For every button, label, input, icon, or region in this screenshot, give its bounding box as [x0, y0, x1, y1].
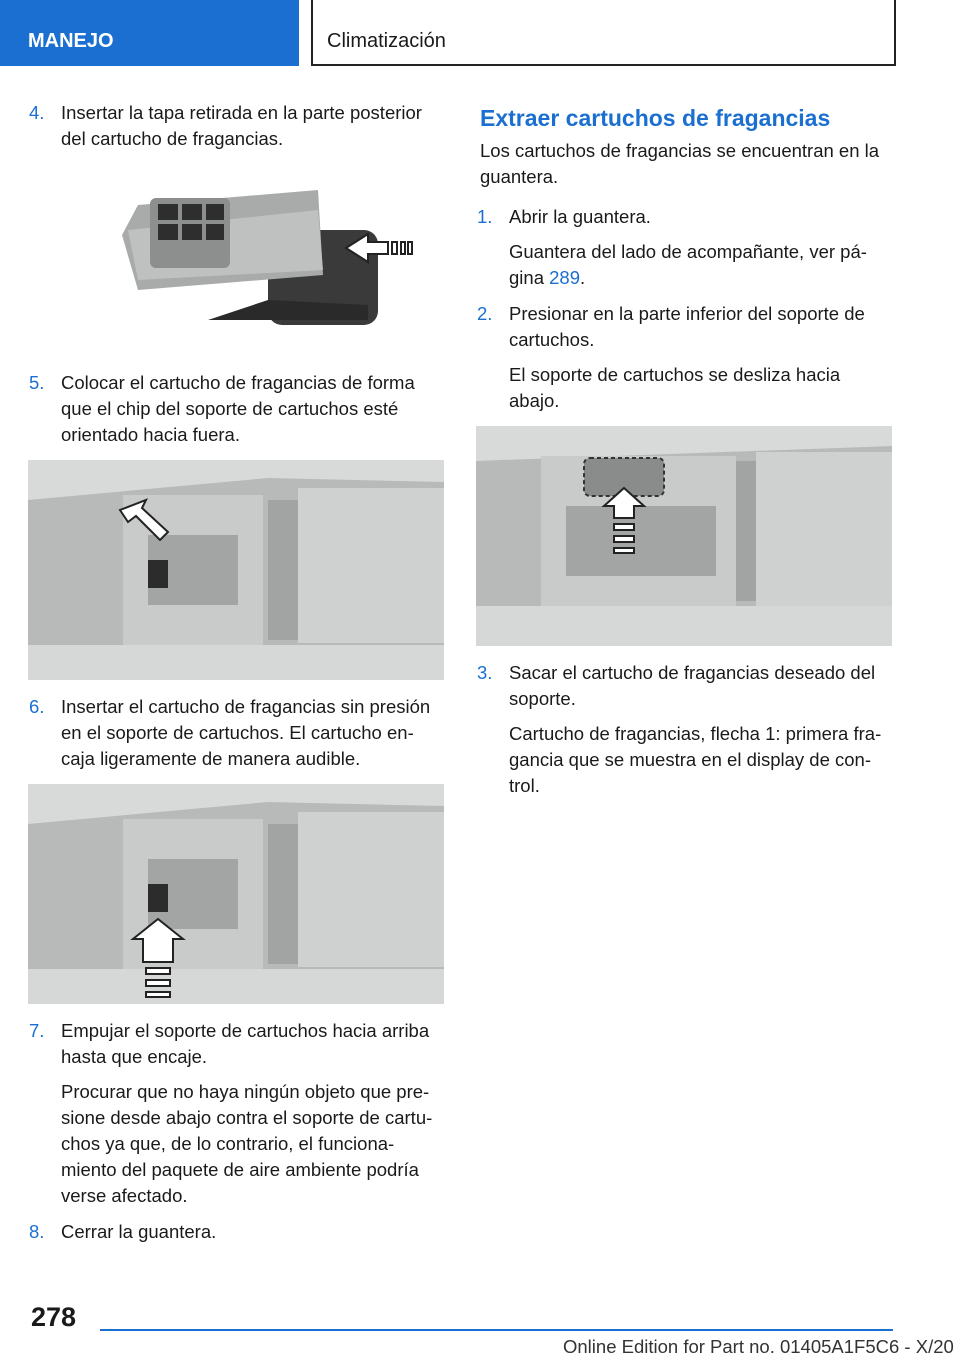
step-text: Abrir la guantera.: [509, 206, 651, 227]
footer-rule: [100, 1329, 893, 1331]
step-6: [28, 694, 446, 772]
step-note: Procurar que no haya ningún objeto que pre-sione desde abajo contra el soporte de cartu-chos ya que, de lo contrario, el funciona-miento del paquete de aire ambiente podría verse afectado.: [61, 1081, 433, 1206]
edition-note: Online Edition for Part no. 01405A1F5C6 - X/20: [563, 1336, 954, 1357]
step-note: [509, 239, 894, 291]
step-number: 3.: [477, 662, 493, 683]
step-4: [28, 100, 446, 152]
left-column: [28, 100, 446, 1255]
step-8: [28, 1219, 446, 1245]
step-1: [476, 204, 894, 291]
step-text: Insertar la tapa retirada en la parte posterior del cartucho de fragancias.: [61, 102, 422, 149]
step-text: Insertar el cartucho de fragancias sin presión en el soporte de cartuchos. El cartucho en-caja ligeramente de manera audible.: [61, 696, 431, 769]
step-7: [28, 1018, 446, 1209]
section-tab: [0, 0, 299, 66]
step-note-text: Guantera del lado de acompañante, ver pá-gina: [509, 241, 867, 288]
step-text: Presionar en la parte inferior del soporte de cartuchos.: [509, 303, 865, 350]
step-note: Cartucho de fragancias, flecha 1: primera fra-gancia que se muestra en el display de con-trol.: [509, 723, 882, 796]
step-note: El soporte de cartuchos se desliza hacia abajo.: [509, 364, 841, 411]
step-text: Colocar el cartucho de fragancias de forma que el chip del soporte de cartuchos esté orientado hacia fuera.: [61, 372, 415, 445]
step-text: Sacar el cartucho de fragancias deseado del soporte.: [509, 662, 876, 709]
right-column: [476, 100, 894, 809]
section-heading: Extraer cartuchos de fragancias: [480, 105, 831, 131]
chapter-title-box: [311, 0, 896, 66]
cartridge-illustration: [118, 180, 418, 340]
page-reference-link[interactable]: 289: [549, 267, 580, 288]
step-text: Cerrar la guantera.: [61, 1221, 217, 1242]
holder-release-illustration: [476, 426, 892, 646]
chapter-title: Climatización: [327, 30, 446, 52]
step-number: 4.: [29, 102, 45, 123]
step-number: 6.: [29, 696, 45, 717]
step-number: 2.: [477, 303, 493, 324]
step-number: 1.: [477, 206, 493, 227]
step-text: Empujar el soporte de cartuchos hacia arriba hasta que encaje.: [61, 1020, 430, 1067]
glovebox-click-illustration: [28, 784, 444, 1004]
section-label: MANEJO: [28, 30, 114, 52]
step-3: [476, 660, 894, 799]
step-number: 5.: [29, 372, 45, 393]
section-intro: Los cartuchos de fragancias se encuentran en la guantera.: [480, 140, 880, 187]
step-number: 7.: [29, 1020, 45, 1041]
step-2: [476, 301, 894, 414]
step-5: [28, 370, 446, 448]
glovebox-insert-illustration: [28, 460, 444, 680]
step-note-suffix: .: [580, 267, 586, 288]
page-number: 278: [31, 1302, 77, 1332]
step-number: 8.: [29, 1221, 45, 1242]
